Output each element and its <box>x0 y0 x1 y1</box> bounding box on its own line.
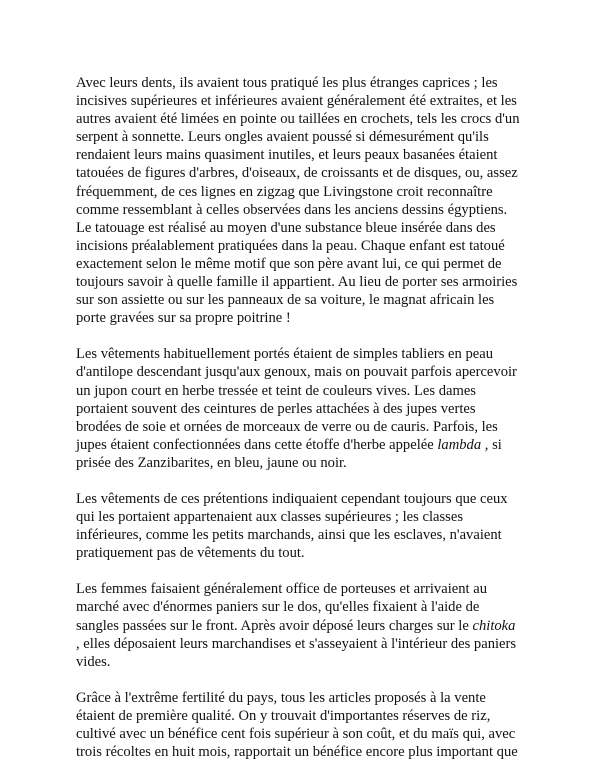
line-text: incisions préalablement pratiquées dans la peau. Chaque enfant est tatoué <box>76 237 505 254</box>
text-line <box>76 146 526 164</box>
text-line <box>76 707 526 725</box>
paragraph <box>76 580 526 670</box>
text-line <box>76 273 526 291</box>
text-line <box>76 363 526 381</box>
text-line <box>76 725 526 743</box>
line-text: jupes étaient confectionnées dans cette étoffe d'herbe appelée <box>76 436 438 453</box>
text-line <box>76 743 526 761</box>
line-text: inférieures, comme les petits marchands, ainsi que les esclaves, n'avaient <box>76 527 502 544</box>
text-line <box>76 400 526 418</box>
text-line <box>76 183 526 201</box>
italic-term: lambda <box>437 436 482 453</box>
text-line <box>76 653 526 671</box>
line-text: autres avaient été limées en pointe ou taillées en crochets, tels les crocs d'un <box>76 111 520 128</box>
text-line <box>76 544 526 562</box>
line-text: , si <box>481 436 502 453</box>
text-line <box>76 382 526 400</box>
text-line <box>76 201 526 219</box>
text-line <box>76 291 526 309</box>
line-text: brodées de soie et ornées de morceaux de verre ou de cauris. Parfois, les <box>76 418 498 435</box>
line-text: fréquemment, de ces lignes en zigzag que Livingstone croit reconnaître <box>76 183 493 200</box>
text-line <box>76 436 526 454</box>
line-text: un jupon court en herbe tressée et teint de couleurs vives. Les dames <box>76 382 476 399</box>
line-text: prisée des Zanzibarites, en bleu, jaune ou noir. <box>76 454 347 471</box>
paragraph <box>76 490 526 562</box>
line-text: Les vêtements de ces prétentions indiquaient cependant toujours que ceux <box>76 490 508 507</box>
line-text: Les vêtements habituellement portés étaient de simples tabliers en peau <box>76 346 493 363</box>
text-line <box>76 345 526 363</box>
line-text: vides. <box>76 653 111 670</box>
text-line <box>76 490 526 508</box>
line-text: portaient souvent des ceintures de perles attachées à des jupes vertes <box>76 400 476 417</box>
line-text: toujours savoir à quelle famille il appartient. Au lieu de porter ses armoiries <box>76 274 518 291</box>
line-text: qui les portaient appartenaient aux classes supérieures ; les classes <box>76 509 464 526</box>
line-text: rendaient leurs mains quasiment inutiles, et leurs peaux basanées étaient <box>76 147 498 164</box>
text-line <box>76 598 526 616</box>
text-line <box>76 689 526 707</box>
text-line <box>76 255 526 273</box>
paragraph <box>76 74 526 327</box>
text-line <box>76 508 526 526</box>
line-text: d'antilope descendant jusqu'aux genoux, mais on pouvait parfois apercevoir <box>76 364 517 381</box>
text-line <box>76 617 526 635</box>
text-line <box>76 526 526 544</box>
text-line <box>76 128 526 146</box>
line-text: incisives supérieures et inférieures avaient généralement été extraites, et les <box>76 93 517 110</box>
line-text: exactement selon le même motif que son père avant lui, ce qui permet de <box>76 255 502 272</box>
line-text: pratiquement pas de vêtements du tout. <box>76 545 305 562</box>
line-text: Avec leurs dents, ils avaient tous pratiqué les plus étranges caprices ; les <box>76 75 498 91</box>
line-text: comme ressemblant à celles observées dans les anciens dessins égyptiens. <box>76 201 508 218</box>
line-text: trois récoltes en huit mois, rapportait un bénéfice encore plus important que <box>76 744 518 761</box>
text-line <box>76 580 526 598</box>
text-line <box>76 635 526 653</box>
line-text: , elles déposaient leurs marchandises et s'asseyaient à l'intérieur des paniers <box>76 635 517 652</box>
italic-term: chitoka <box>472 617 516 634</box>
line-text: sangles passées sur le front. Après avoir déposé leurs charges sur le <box>76 617 473 634</box>
line-text: Le tatouage est réalisé au moyen d'une substance bleue insérée dans des <box>76 219 496 236</box>
paragraph <box>76 689 526 761</box>
line-text: porte gravées sur sa propre poitrine ! <box>76 310 291 327</box>
text-line <box>76 164 526 182</box>
text-line <box>76 110 526 128</box>
line-text: Grâce à l'extrême fertilité du pays, tous les articles proposés à la vente <box>76 689 486 706</box>
text-line <box>76 237 526 255</box>
line-text: étaient de première qualité. On y trouvait d'importantes réserves de riz, <box>76 707 491 724</box>
line-text: serpent à sonnette. Leurs ongles avaient poussé si démesurément qu'ils <box>76 129 489 146</box>
text-line <box>76 92 526 110</box>
text-line <box>76 454 526 472</box>
line-text: tatouées de figures d'arbres, d'oiseaux, de croissants et de disques, ou, assez <box>76 165 518 182</box>
text-line <box>76 219 526 237</box>
paragraph <box>76 345 526 472</box>
line-text: marché avec d'énormes paniers sur le dos, qu'elles fixaient à l'aide de <box>76 599 480 616</box>
text-line <box>76 309 526 327</box>
line-text: Les femmes faisaient généralement office de porteuses et arrivaient au <box>76 581 488 598</box>
text-line <box>76 74 526 92</box>
line-text: cultivé avec un bénéfice cent fois supérieur à son coût, et du maïs qui, avec <box>76 726 516 742</box>
text-line <box>76 418 526 436</box>
line-text: sur son assiette ou sur les panneaux de sa voiture, le magnat africain les <box>76 292 495 309</box>
